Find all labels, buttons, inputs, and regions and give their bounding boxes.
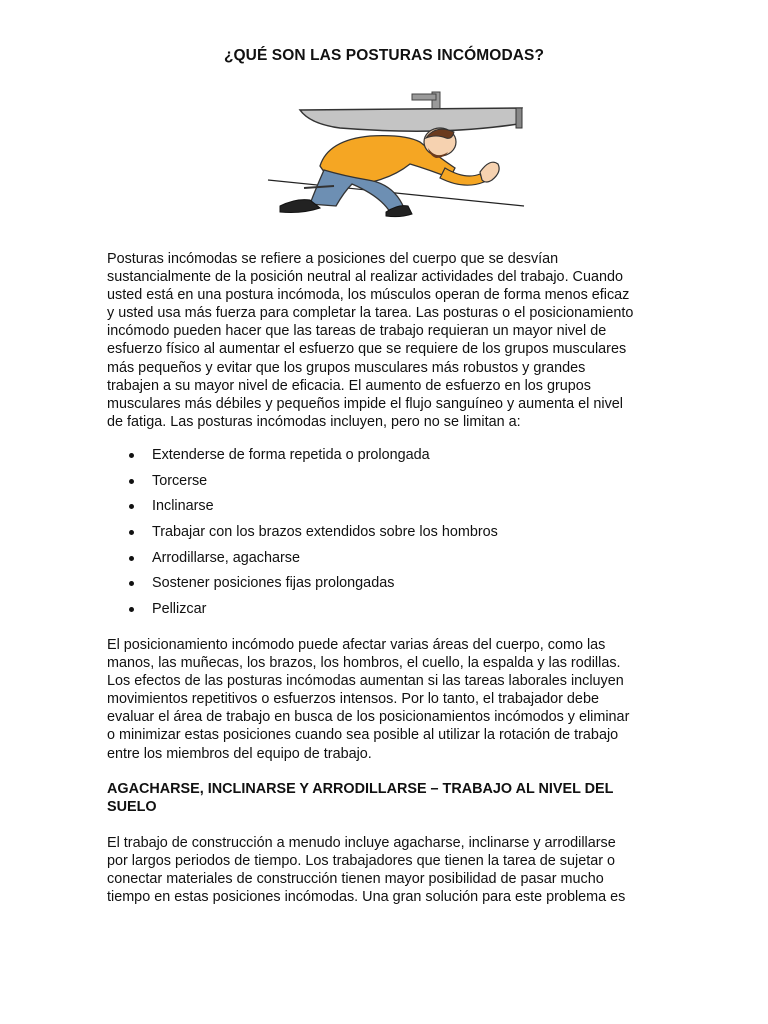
sink-drain — [516, 108, 522, 128]
section-heading — [107, 780, 667, 816]
bullet-dot — [129, 530, 134, 535]
list-item-text: Torcerse — [152, 472, 208, 489]
awkward-postures-list — [107, 446, 667, 626]
paragraph-effects — [107, 636, 667, 763]
paragraph-line: musculares más débiles y pequeños impide el flujo sanguíneo y aumenta el nivel — [107, 395, 623, 412]
paragraph-line: esfuerzo físico al aumentar el esfuerzo que se requiere de los grupos musculares — [107, 341, 627, 358]
list-item-text: Inclinarse — [152, 498, 214, 515]
list-item — [107, 472, 667, 498]
bullet-dot — [129, 504, 134, 509]
worker-arm — [440, 168, 484, 185]
faucet-spout — [412, 94, 436, 100]
list-item — [107, 523, 667, 549]
paragraph-line: El trabajo de construcción a menudo incluye agacharse, inclinarse y arrodillarse — [107, 835, 616, 851]
paragraph-intro — [107, 250, 667, 431]
paragraph-line: evaluar el área de trabajo en busca de los posicionamientos incómodos y eliminar — [107, 709, 630, 726]
bullet-dot — [129, 581, 134, 586]
list-item — [107, 574, 667, 600]
paragraph-line: tiempo en estas posiciones incómodas. Una gran solución para este problema es — [107, 889, 626, 906]
paragraph-line: trabajen a su mayor nivel de eficacia. El aumento de esfuerzo en los grupos — [107, 377, 591, 394]
bullet-dot — [129, 453, 134, 458]
paragraph-line: Los efectos de las posturas incómodas aumentan si las tareas laborales incluyen — [107, 673, 624, 690]
paragraph-line: manos, las muñecas, los brazos, los hombros, el cuello, la espalda y las rodillas. — [107, 655, 621, 672]
heading-line: SUELO — [107, 799, 157, 815]
list-item — [107, 497, 667, 523]
list-item-text: Arrodillarse, agacharse — [152, 549, 300, 566]
heading-line: AGACHARSE, INCLINARSE Y ARRODILLARSE – TRABAJO AL NIVEL DEL — [107, 781, 614, 797]
bullet-dot — [129, 607, 134, 612]
paragraph-line: entre los miembros del equipo de trabajo. — [107, 745, 372, 762]
paragraph-line: y usted usa más fuerza para completar la tarea. Las posturas o el posicionamiento — [107, 305, 634, 322]
worker-under-sink-illustration — [240, 88, 540, 228]
paragraph-line: de fatiga. Las posturas incómodas incluyen, pero no se limitan a: — [107, 413, 521, 430]
paragraph-line: Posturas incómodas se refiere a posiciones del cuerpo que se desvían — [107, 251, 559, 267]
list-item-text: Extenderse de forma repetida o prolongada — [152, 447, 430, 463]
page-title: ¿QUÉ SON LAS POSTURAS INCÓMODAS? — [223, 47, 545, 64]
list-item — [107, 446, 667, 472]
paragraph-line: conectar materiales de construcción tienen mayor posibilidad de pasar mucho — [107, 871, 604, 888]
sink-basin — [300, 108, 522, 131]
list-item — [107, 549, 667, 575]
list-item-text: Trabajar con los brazos extendidos sobre los hombros — [152, 524, 498, 541]
paragraph-line: incómodo pueden hacer que las tareas de trabajo requieran un mayor nivel de — [107, 323, 607, 340]
list-item-text: Sostener posiciones fijas prolongadas — [152, 575, 395, 592]
paragraph-line: movimientos repetitivos o esfuerzos intensos. Por lo tanto, el trabajador debe — [107, 691, 599, 708]
bullet-dot — [129, 479, 134, 484]
paragraph-line: El posicionamiento incómodo puede afectar varias áreas del cuerpo, como las — [107, 637, 606, 653]
paragraph-line: por largos periodos de tiempo. Los trabajadores que tienen la tarea de sujetar o — [107, 853, 615, 870]
paragraph-line: o minimizar estas posiciones cuando sea posible al utilizar la rotación de trabajo — [107, 727, 619, 744]
list-item-text: Pellizcar — [152, 601, 207, 618]
list-item — [107, 600, 667, 626]
worker-hand — [480, 162, 499, 182]
bullet-dot — [129, 556, 134, 561]
paragraph-line: sustancialmente de la posición neutral al realizar actividades del trabajo. Cuando — [107, 269, 623, 286]
paragraph-line: usted está en una postura incómoda, los músculos operan de forma menos eficaz — [107, 287, 630, 304]
paragraph-construction — [107, 834, 667, 906]
paragraph-line: más pequeños y evitar que los grupos musculares más robustos y grandes — [107, 359, 586, 376]
